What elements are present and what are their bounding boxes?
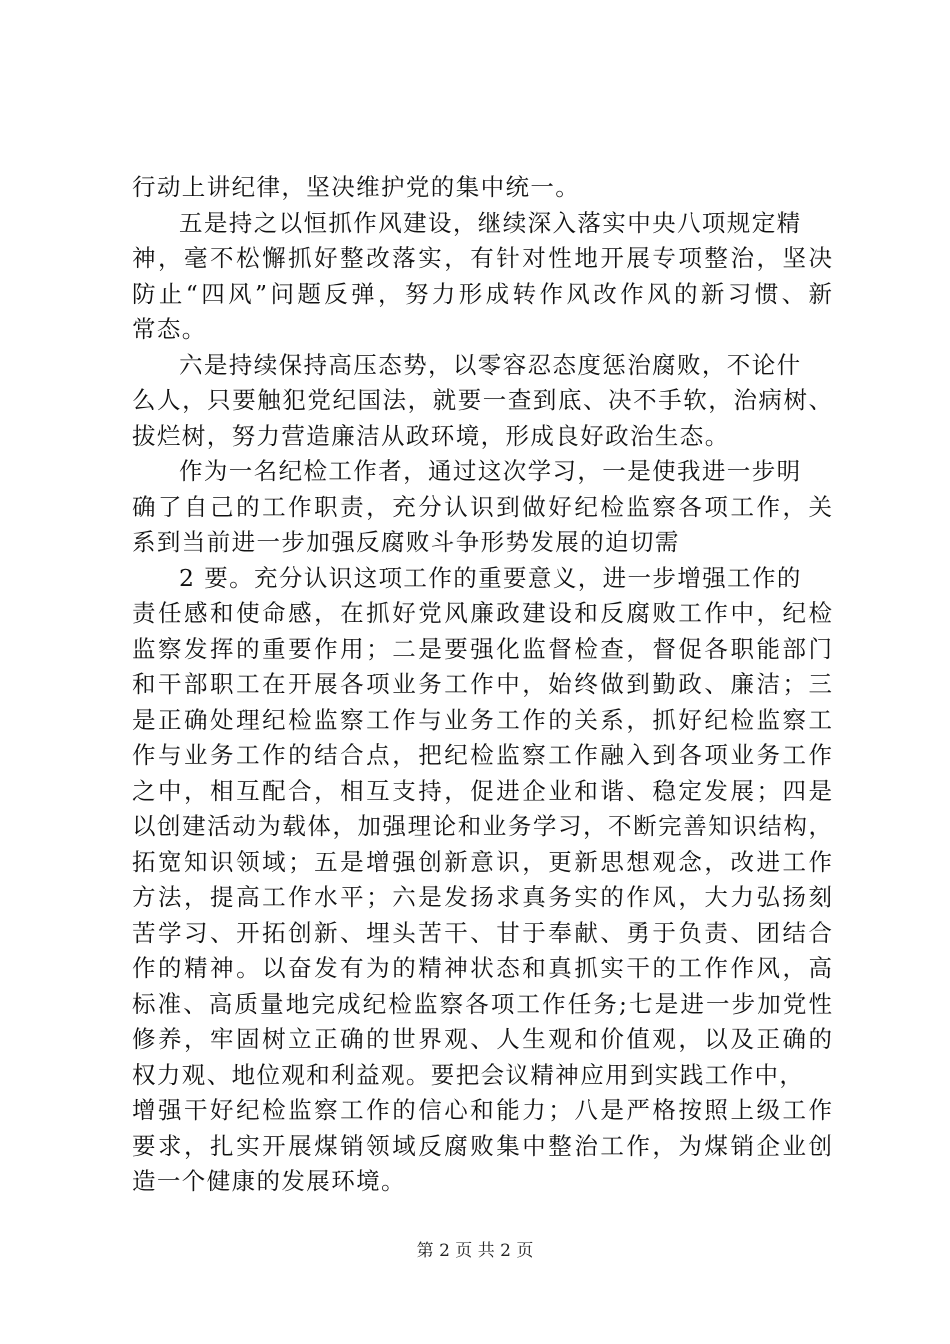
text-line: 行动上讲纪律，坚决维护党的集中统一。 [132,173,581,201]
text-line: 苦学习、开拓创新、埋头苦干、甘于奉献、勇于负责、团结合 [132,918,832,947]
text-line: 确了自己的工作职责，充分认识到做好纪检监察各项工作，关 [132,492,832,521]
text-line: 方法，提高工作水平；六是发扬求真务实的作风，大力弘扬刻 [132,883,832,911]
text-line: 修养，牢固树立正确的世界观、人生观和价值观，以及正确的 [132,1025,832,1053]
text-line: 常态。 [132,315,207,343]
text-line: 和干部职工在开展各项业务工作中，始终做到勤政、廉洁；三 [132,670,832,698]
text-line: 神，毫不松懈抓好整改落实，有针对性地开展专项整治，坚决 [132,244,832,272]
text-line: 以创建活动为载体，加强理论和业务学习，不断完善知识结构， [132,812,832,840]
text-line: 责任感和使命感，在抓好党风廉政建设和反腐败工作中，纪检 [132,599,832,627]
text-line: 防止“四风”问题反弹，努力形成转作风改作风的新习惯、新 [132,279,832,308]
text-line: 之中，相互配合，相互支持，促进企业和谐、稳定发展；四是 [132,776,832,805]
text-line: 造一个健康的发展环境。 [132,1167,406,1195]
document-body [132,170,832,1200]
text-line: 是正确处理纪检监察工作与业务工作的关系，抓好纪检监察工 [132,705,832,734]
text-line: 作为一名纪检工作者，通过这次学习，一是使我进一步明 [179,457,802,485]
text-line: 系到当前进一步加强反腐败斗争形势发展的迫切需 [132,528,680,556]
text-line: 增强干好纪检监察工作的信心和能力；八是严格按照上级工作 [132,1096,832,1124]
text-line: 六是持续保持高压态势，以零容忍态度惩治腐败，不论什 [179,350,802,379]
text-line: 2 要。充分认识这项工作的重要意义，进一步增强工作的 [179,563,802,592]
text-line: 拔烂树，努力营造廉洁从政环境，形成良好政治生态。 [132,421,730,450]
text-line: 拓宽知识领域；五是增强创新意识，更新思想观念，改进工作 [132,847,832,876]
text-line: 标准、高质量地完成纪检监察各项工作任务;七是进一步加党性 [132,989,832,1018]
page-footer: 第 2 页 共 2 页 [416,1241,534,1261]
text-line: 要求，扎实开展煤销领域反腐败集中整治工作，为煤销企业创 [132,1131,832,1160]
text-line: 么人，只要触犯党纪国法，就要一查到底、决不手软，治病树、 [132,386,832,414]
text-line: 作与业务工作的结合点，把纪检监察工作融入到各项业务工作 [132,741,832,769]
text-line: 监察发挥的重要作用；二是要强化监督检查，督促各职能部门 [132,634,832,663]
text-line: 权力观、地位观和利益观。要把会议精神应用到实践工作中， [132,1060,805,1089]
text-line: 作的精神。以奋发有为的精神状态和真抓实干的工作作风，高 [132,954,832,982]
text-line: 五是持之以恒抓作风建设，继续深入落实中央八项规定精 [179,208,802,237]
